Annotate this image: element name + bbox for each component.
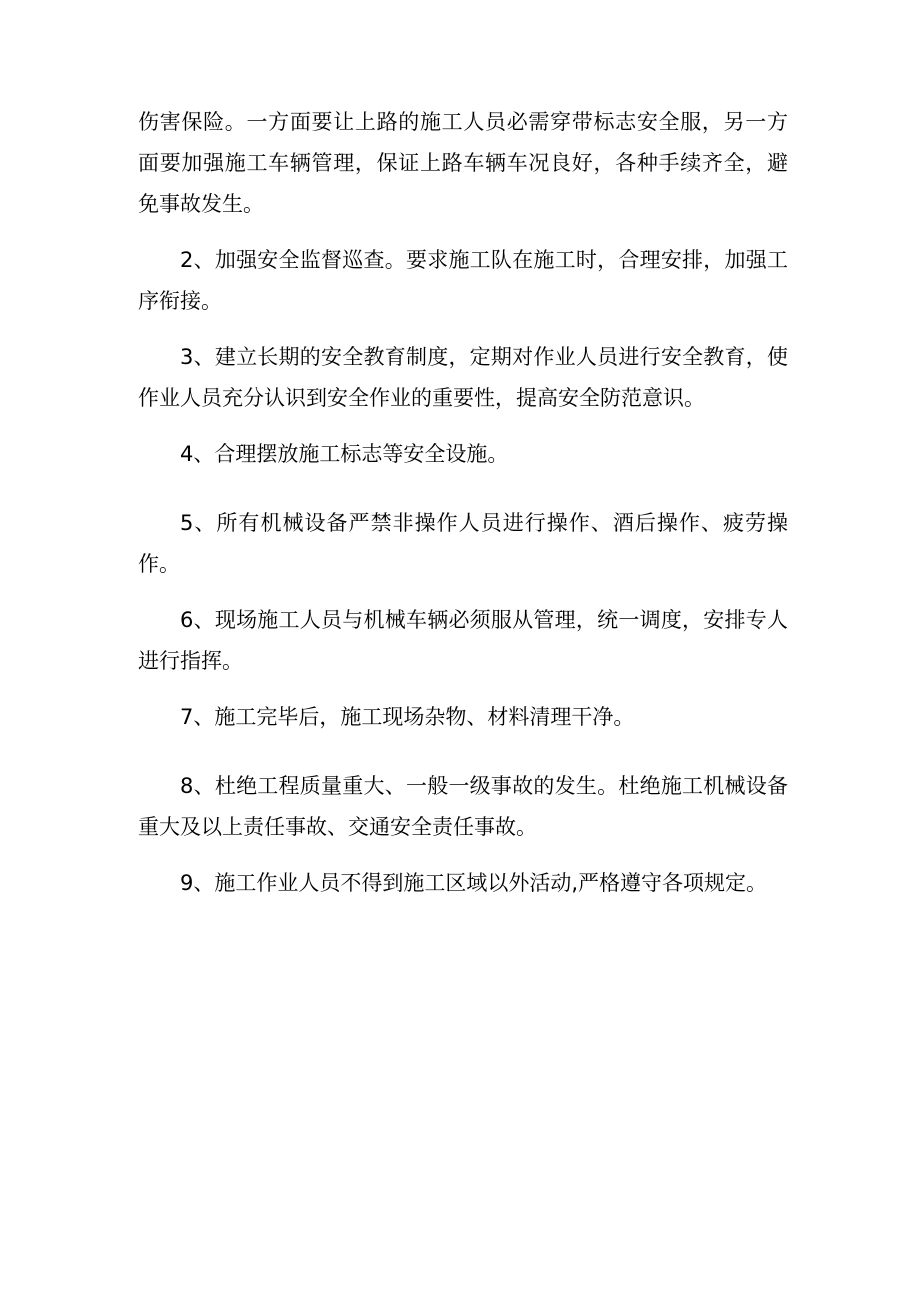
paragraph-item-7: 7、施工完毕后，施工现场杂物、材料清理干净。 — [180, 705, 635, 729]
paragraph-item-4: 4、合理摆放施工标志等安全设施。 — [180, 442, 509, 466]
paragraph-continuation: 伤害保险。一方面要让上路的施工人员必需穿带标志安全服，另一方面要加强施工车辆管理，保证上路车辆车况良好，各种手续齐全，避免事故发生。 — [138, 110, 788, 216]
paragraph-item-6: 6、现场施工人员与机械车辆必须服从管理，统一调度，安排专人进行指挥。 — [138, 608, 788, 673]
paragraph-item-3: 3、建立长期的安全教育制度，定期对作业人员进行安全教育，使作业人员充分认识到安全作业的重要性，提高安全防范意识。 — [138, 345, 788, 410]
paragraph-item-2: 2、加强安全监督巡查。要求施工队在施工时，合理安排，加强工序衔接。 — [138, 248, 788, 313]
paragraph-item-9: 9、施工作业人员不得到施工区域以外活动,严格遵守各项规定。 — [180, 871, 768, 895]
paragraph-item-8: 8、杜绝工程质量重大、一般一级事故的发生。杜绝施工机械设备重大及以上责任事故、交通安全责任事故。 — [138, 774, 788, 839]
paragraph-item-5: 5、所有机械设备严禁非操作人员进行操作、酒后操作、疲劳操作。 — [138, 511, 788, 576]
document-body — [138, 102, 788, 904]
